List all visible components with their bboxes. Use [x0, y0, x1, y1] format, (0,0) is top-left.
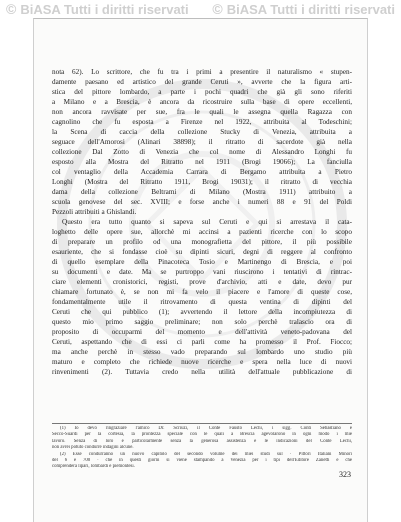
body-line: col ventaglio della Accademia Carrara di Bergamo attribuita a Pietro: [52, 168, 352, 176]
body-line: Ceruti che qui pubblico (1); avvertendo il lettore della incompiutezza di: [52, 308, 352, 316]
page-number: 323: [339, 470, 351, 479]
body-line: seguace dell'Amorosi (Alinari 38898); il ritratto di sacerdote già nella: [52, 138, 352, 146]
copyright-icon: ©: [212, 1, 223, 17]
body-line: proposito di occuparmi del momento e dell'attività veneto-padovana del: [52, 328, 352, 336]
body-line: rinvenimenti (2). Tuttavia credo nella utilità dell'attuale pubblicazione di: [52, 368, 352, 376]
footnotes: [52, 426, 352, 471]
body-line: la Scena di caccia della collezione Stucky di Venezia, attribuita a: [52, 128, 352, 136]
footnote-line: Secco-Suardi per la cortesia, la prontezza speciale con le quali a Brescia agevolarono in ogni modo i mie: [52, 432, 352, 438]
body-line: a Milano e a Brescia, è ancora da ricostruire sulla base di opere eccellenti,: [52, 98, 352, 106]
footnote-line: del 6 e 700 · che in questi giorni si viene stampando a Venezia per i tipi dell'Editore Zanetti e che: [52, 457, 352, 463]
footnote-line: non avrei potuto condurre indagini alcune.: [52, 445, 134, 451]
body-line: Questo era tutto quanto si sapeva sul Ceruti e qui si arrestava il cata-: [62, 218, 352, 226]
footnote-divider: [52, 423, 352, 424]
body-line: Ceruti, aspettando che di essi ci parli come ha promesso il Prof. Fiocco;: [52, 338, 352, 346]
body-line: di quello esemplare della Pinacoteca Tosio e Martinengo di Brescia, e poi: [52, 258, 352, 266]
body-line: loghetto delle opere sue, allorchè mi accinsi a pazienti ricerche con lo scopo: [52, 228, 352, 236]
body-line: scuola genovese del sec. XVIII; e forse anche i numeri 88 e 91 del Poldi: [52, 198, 352, 206]
body-line: Longhi (Mostra del Ritratto 1911, Brogi 19031); il ritratto di vecchia: [52, 178, 352, 186]
body-line: non ancora ravvisate per sue, fra le quali le assegna quella Ragazza con: [52, 108, 352, 116]
body-line: questo mio primo saggio preliminare; non solo perchè tralascio ora di: [52, 318, 352, 326]
body-line: collezione Dal Zotto di Venezia che col nome di Alessandro Longhi fu: [52, 148, 352, 156]
footnote-line: comprenderà lipari, lombardi e piemontesi.: [52, 464, 135, 470]
copyright-icon: ©: [6, 1, 17, 17]
body-line: maturo e completo che richiede nuove ricerche e spera nella luce di nuovi: [52, 358, 352, 366]
body-line: cagnolino che fu esposta a Firenze nel 1922, attribuita al Todeschini;: [52, 118, 352, 126]
body-line: di preparare un profilo od una monografietta del pittore, il più possibile: [52, 238, 352, 246]
watermark-right: [212, 1, 395, 17]
body-line: stica del pittore lombardo, a parte i pochi quadri che già gli sono riferiti: [52, 88, 352, 96]
footnote-line: lavoro. Senza di loro e particolarmente senza la generosa assistenza e le indicazioni del Conte Lechi,: [52, 438, 352, 444]
body-text: [52, 67, 352, 377]
body-line: damente paesano ed artistico del grande Ceruti », avverte che la figura arti-: [52, 78, 352, 86]
body-line: dama della collezione Beltrami di Milano (Mostra 1911) attribuito a: [52, 188, 352, 196]
body-line: ma anche perchè in stesso vado preparando sul lombardo uno studio più: [52, 348, 352, 356]
body-line: nota 62). Lo scrittore, che fu tra i primi a presentire il naturalismo « stupen-: [52, 68, 352, 76]
body-line: fondamentalmente utile il ritrovamento di questa ventina di dipinti del: [52, 298, 352, 306]
body-line: Pezzoli attribuiti a Ghislandi.: [52, 208, 137, 216]
body-line: esauriente, che si fondasse cioè su dipinti sicuri, degni di reggere al confronto: [52, 248, 352, 256]
body-line: esposto alla Mostra del Ritratto nel 1911 (Brogi 19066); La fanciulla: [52, 158, 352, 166]
footnote-line: (1) Io devo ringraziare l'amico Dr. Scriuzi, il Conte Fausto Lechi, i sigg. Conti Sebastiano e: [60, 426, 352, 431]
body-line: chiamare fortunato è, se non mi fa velo il piacere e l'amore di queste cose,: [52, 288, 352, 296]
body-line: ciare elementi cronistorici, registi, prove d'archivio, atti e date, devo pur: [52, 278, 352, 286]
body-line: su documenti e date. Ma se purtroppo vani riuscirono i tentativi di rintrac-: [52, 268, 352, 276]
watermark-left-text: BiASA Tutti i diritti riservati: [20, 1, 189, 17]
watermark-left: [6, 1, 189, 17]
book-page: [33, 18, 368, 522]
watermark-right-text: BiASA Tutti i diritti riservati: [226, 1, 395, 17]
footnote-line: (2) Esse condurranno un nuovo capitolo del secondo volume dei miei studi sul · Pittori Italiani Minori: [60, 451, 352, 457]
watermark-bar: [0, 0, 401, 18]
